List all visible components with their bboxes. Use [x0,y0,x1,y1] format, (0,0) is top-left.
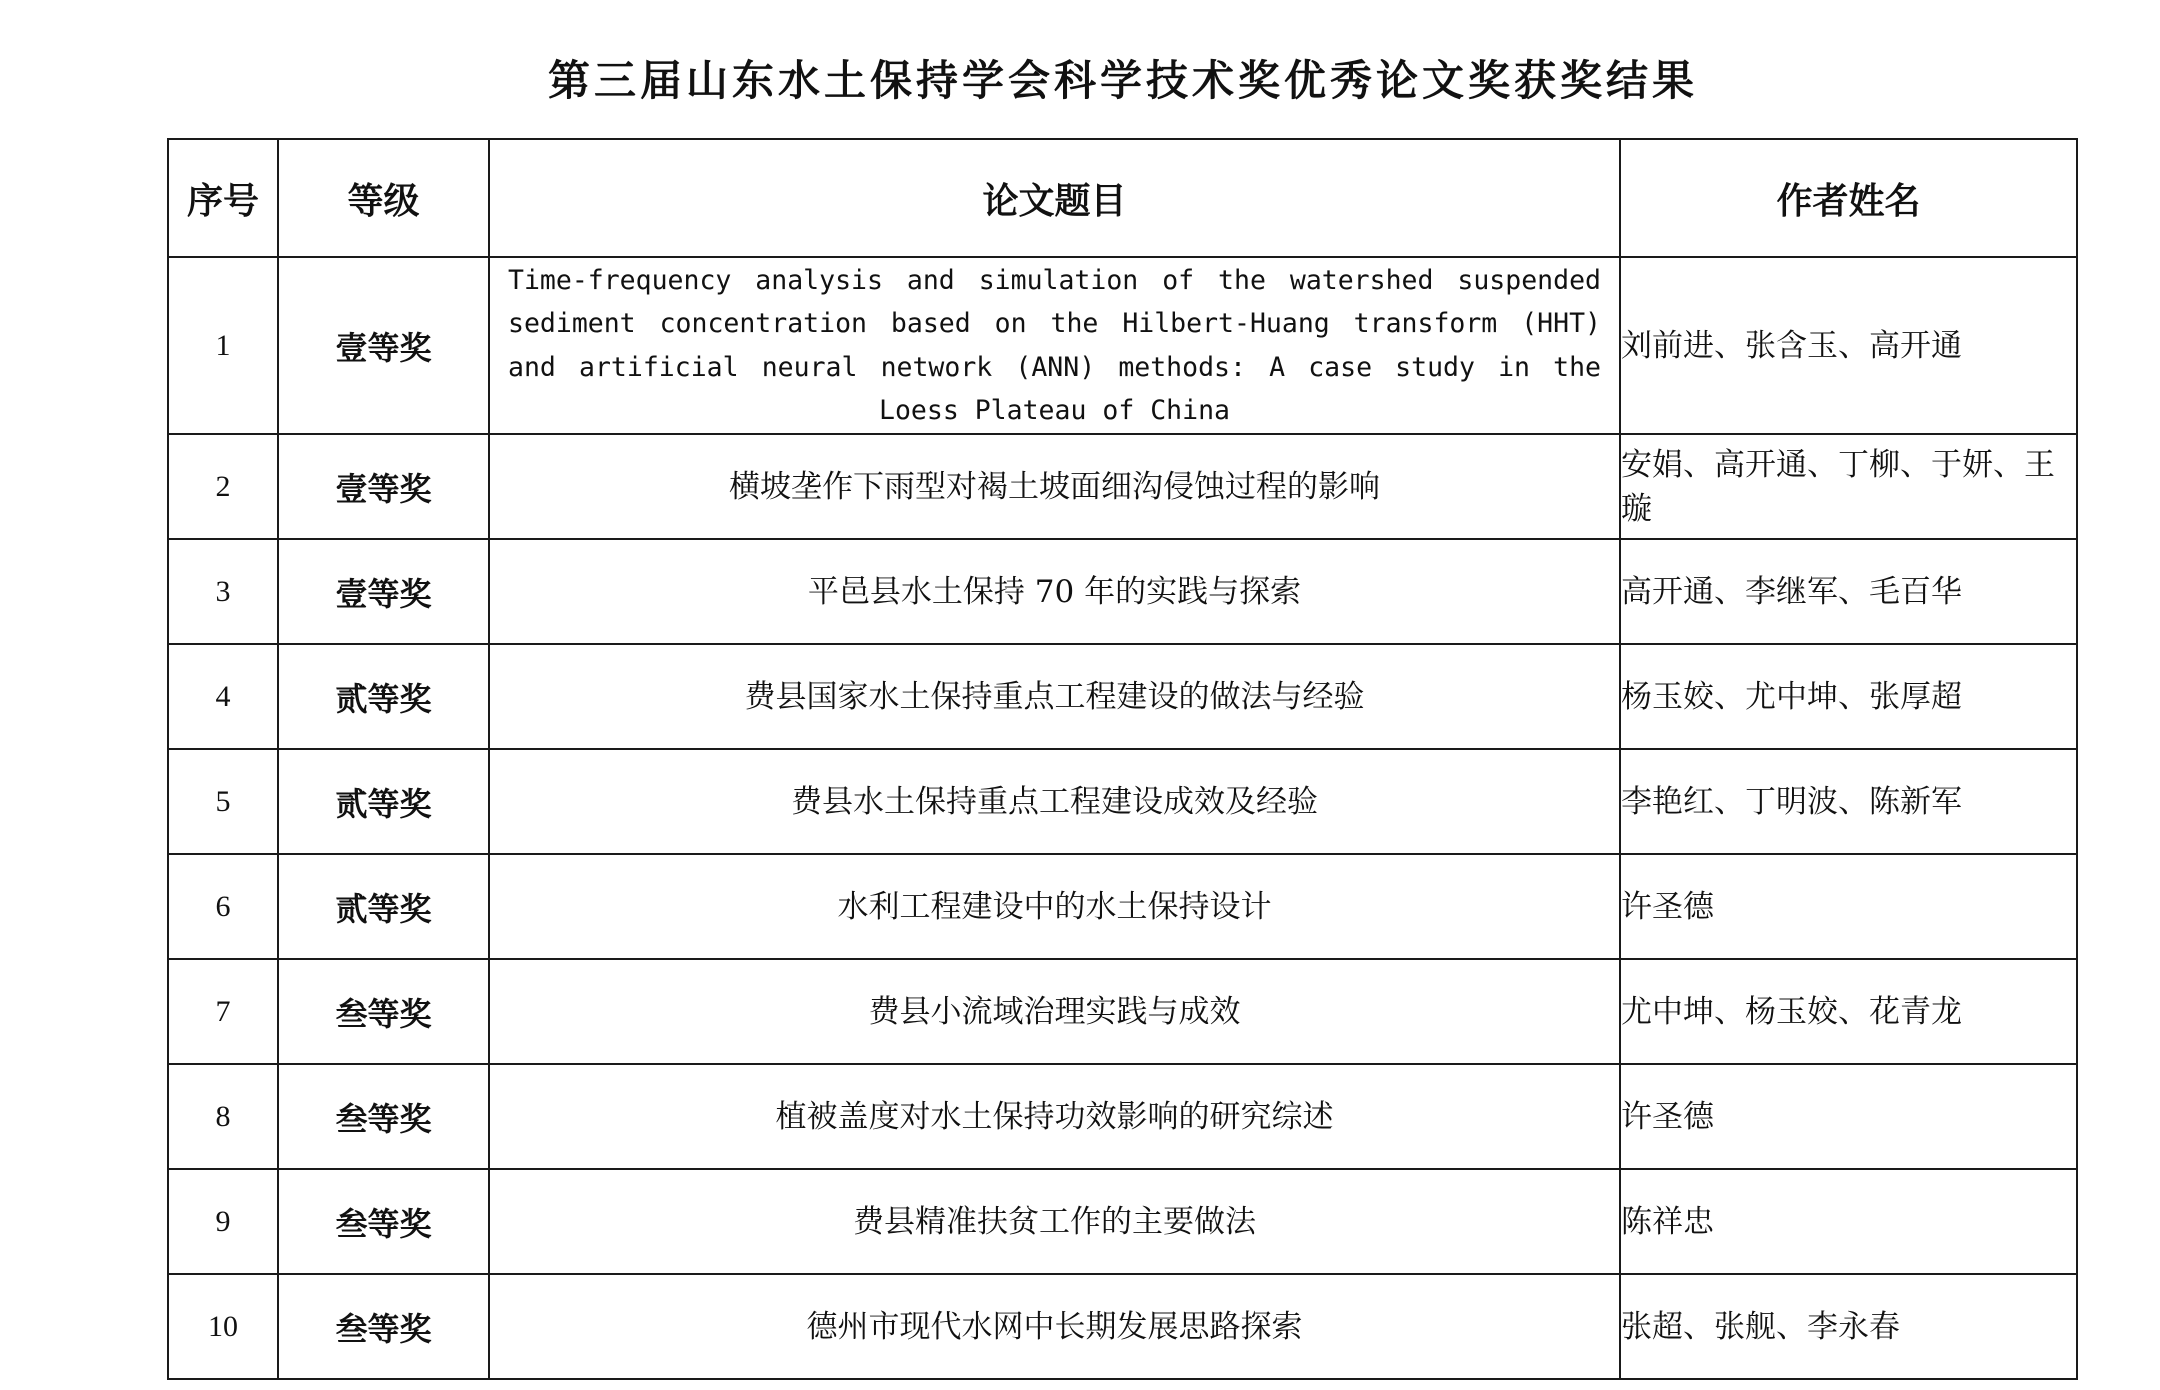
row-index: 10 [168,1274,278,1379]
row-grade: 壹等奖 [278,434,489,539]
row-paper-title: 费县国家水土保持重点工程建设的做法与经验 [489,644,1620,749]
table-row [168,644,2077,749]
header-index: 序号 [168,139,278,257]
table-row [168,1064,2077,1169]
row-paper-title: 费县小流域治理实践与成效 [489,959,1620,1064]
row-index: 9 [168,1169,278,1274]
row-grade: 叁等奖 [278,1274,489,1379]
row-index: 1 [168,257,278,434]
row-authors: 刘前进、张含玉、高开通 [1620,257,2077,434]
table-row [168,257,2077,434]
row-paper-title: 费县精准扶贫工作的主要做法 [489,1169,1620,1274]
row-authors: 高开通、李继军、毛百华 [1620,539,2077,644]
row-authors: 杨玉姣、尤中坤、张厚超 [1620,644,2077,749]
row-authors: 李艳红、丁明波、陈新军 [1620,749,2077,854]
row-authors: 陈祥忠 [1620,1169,2077,1274]
row-authors: 张超、张舰、李永春 [1620,1274,2077,1379]
table-header-row [168,139,2077,257]
header-paper-title: 论文题目 [489,139,1620,257]
row-authors: 许圣德 [1620,854,2077,959]
awards-table [167,138,2078,1380]
row-paper-title: 植被盖度对水土保持功效影响的研究综述 [489,1064,1620,1169]
row-index: 8 [168,1064,278,1169]
row-paper-title: 德州市现代水网中长期发展思路探索 [489,1274,1620,1379]
row-authors: 安娟、高开通、丁柳、于妍、王璇 [1620,434,2077,539]
row-grade: 叁等奖 [278,959,489,1064]
row-grade: 叁等奖 [278,1169,489,1274]
row-authors: 许圣德 [1620,1064,2077,1169]
row-index: 7 [168,959,278,1064]
row-grade: 贰等奖 [278,644,489,749]
row-paper-title: 平邑县水土保持 70 年的实践与探索 [489,539,1620,644]
table-row [168,749,2077,854]
row-index: 4 [168,644,278,749]
table-row [168,854,2077,959]
page-title: 第三届山东水土保持学会科学技术奖优秀论文奖获奖结果 [547,56,1698,105]
row-paper-title: 费县水土保持重点工程建设成效及经验 [489,749,1620,854]
row-paper-title: Time-frequency analysis and simulation of the watershed suspended sediment concentration based on the Hilbert-Huang transform (HHT) and artificial neural network (ANN) methods: A case study in the Loess Plateau of China [489,257,1620,434]
row-index: 5 [168,749,278,854]
row-grade: 叁等奖 [278,1064,489,1169]
header-grade: 等级 [278,139,489,257]
row-grade: 贰等奖 [278,749,489,854]
row-grade: 壹等奖 [278,539,489,644]
row-paper-title: 水利工程建设中的水土保持设计 [489,854,1620,959]
row-index: 6 [168,854,278,959]
table-row [168,1274,2077,1379]
table-row [168,959,2077,1064]
table-row [168,434,2077,539]
row-index: 3 [168,539,278,644]
header-authors: 作者姓名 [1620,139,2077,257]
row-index: 2 [168,434,278,539]
table-row [168,539,2077,644]
row-grade: 贰等奖 [278,854,489,959]
table-row [168,1169,2077,1274]
row-grade: 壹等奖 [278,257,489,434]
row-authors: 尤中坤、杨玉姣、花青龙 [1620,959,2077,1064]
row-paper-title: 横坡垄作下雨型对褐土坡面细沟侵蚀过程的影响 [489,434,1620,539]
